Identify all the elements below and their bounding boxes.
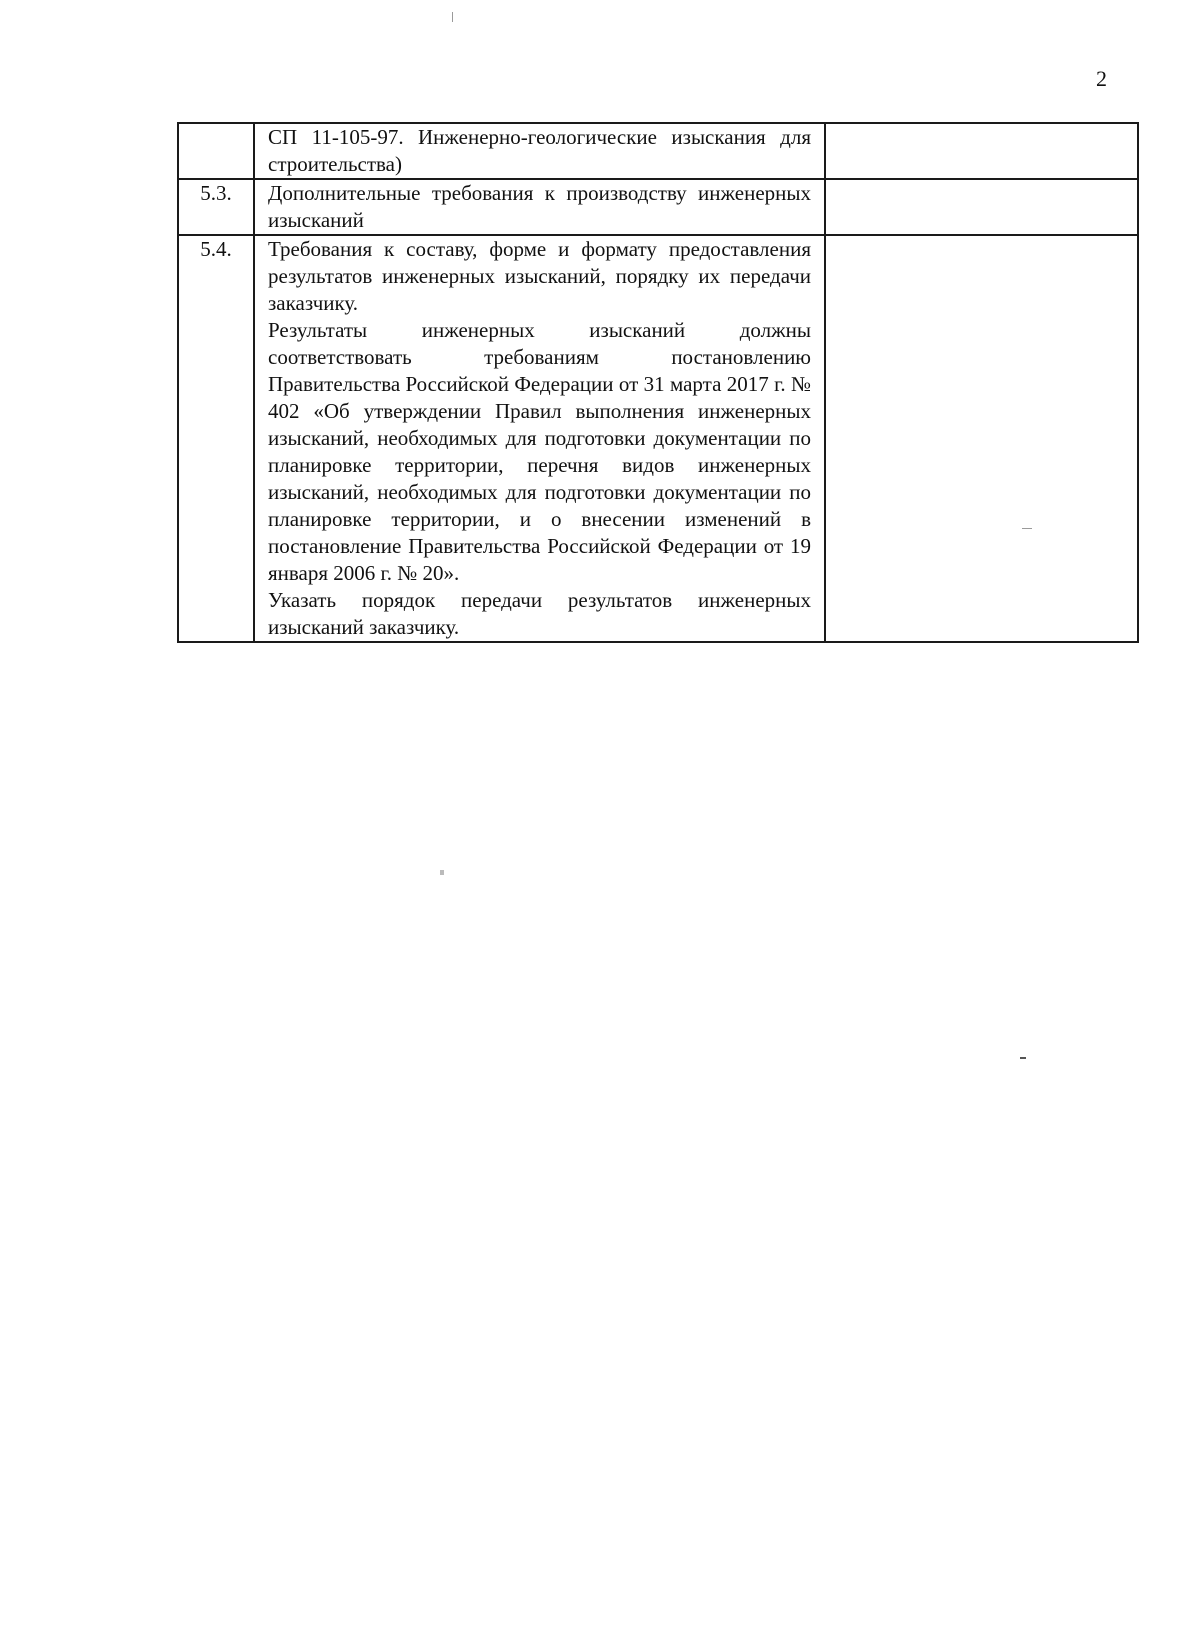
row-number-cell: 5.4. xyxy=(178,235,254,642)
row-text-cell xyxy=(254,179,825,235)
scan-speck xyxy=(1022,528,1032,529)
row-text-cell xyxy=(254,123,825,179)
row-text-paragraph: СП 11-105-97. Инженерно-геологические изыскания для строительства) xyxy=(268,125,811,176)
table-row xyxy=(178,123,1138,179)
row-number-cell: 5.3. xyxy=(178,179,254,235)
requirements-table xyxy=(177,122,1139,643)
row-text-paragraph: Дополнительные требования к производству инженерных изысканий xyxy=(268,181,811,232)
row-text-paragraph: Требования к составу, форме и формату предоставления результатов инженерных изысканий, порядку их передачи заказчику. xyxy=(268,237,811,315)
row-value-cell xyxy=(825,235,1138,642)
page-number: 2 xyxy=(1096,66,1107,91)
row-number-cell xyxy=(178,123,254,179)
row-text-paragraph: Указать порядок передачи результатов инженерных изысканий заказчику. xyxy=(268,588,811,639)
row-value-cell xyxy=(825,123,1138,179)
table-row xyxy=(178,235,1138,642)
row-text-cell xyxy=(254,235,825,642)
scan-speck xyxy=(452,12,453,22)
row-value-cell xyxy=(825,179,1138,235)
scan-speck xyxy=(440,870,444,875)
table-row xyxy=(178,179,1138,235)
row-text-paragraph: Результаты инженерных изысканий должны соответствовать требованиям постановлению Правительства Российской Федерации от 31 марта 2017 г. № 402 «Об утверждении Правил выполнения инженерных изысканий, необходимых для подготовки документации по планировке территории, перечня видов инженерных изысканий, необходимых для подготовки документации по планировке территории, и о внесении изменений в постановление Правительства Российской Федерации от 19 января 2006 г. № 20». xyxy=(268,318,811,585)
scan-speck xyxy=(1020,1057,1026,1059)
